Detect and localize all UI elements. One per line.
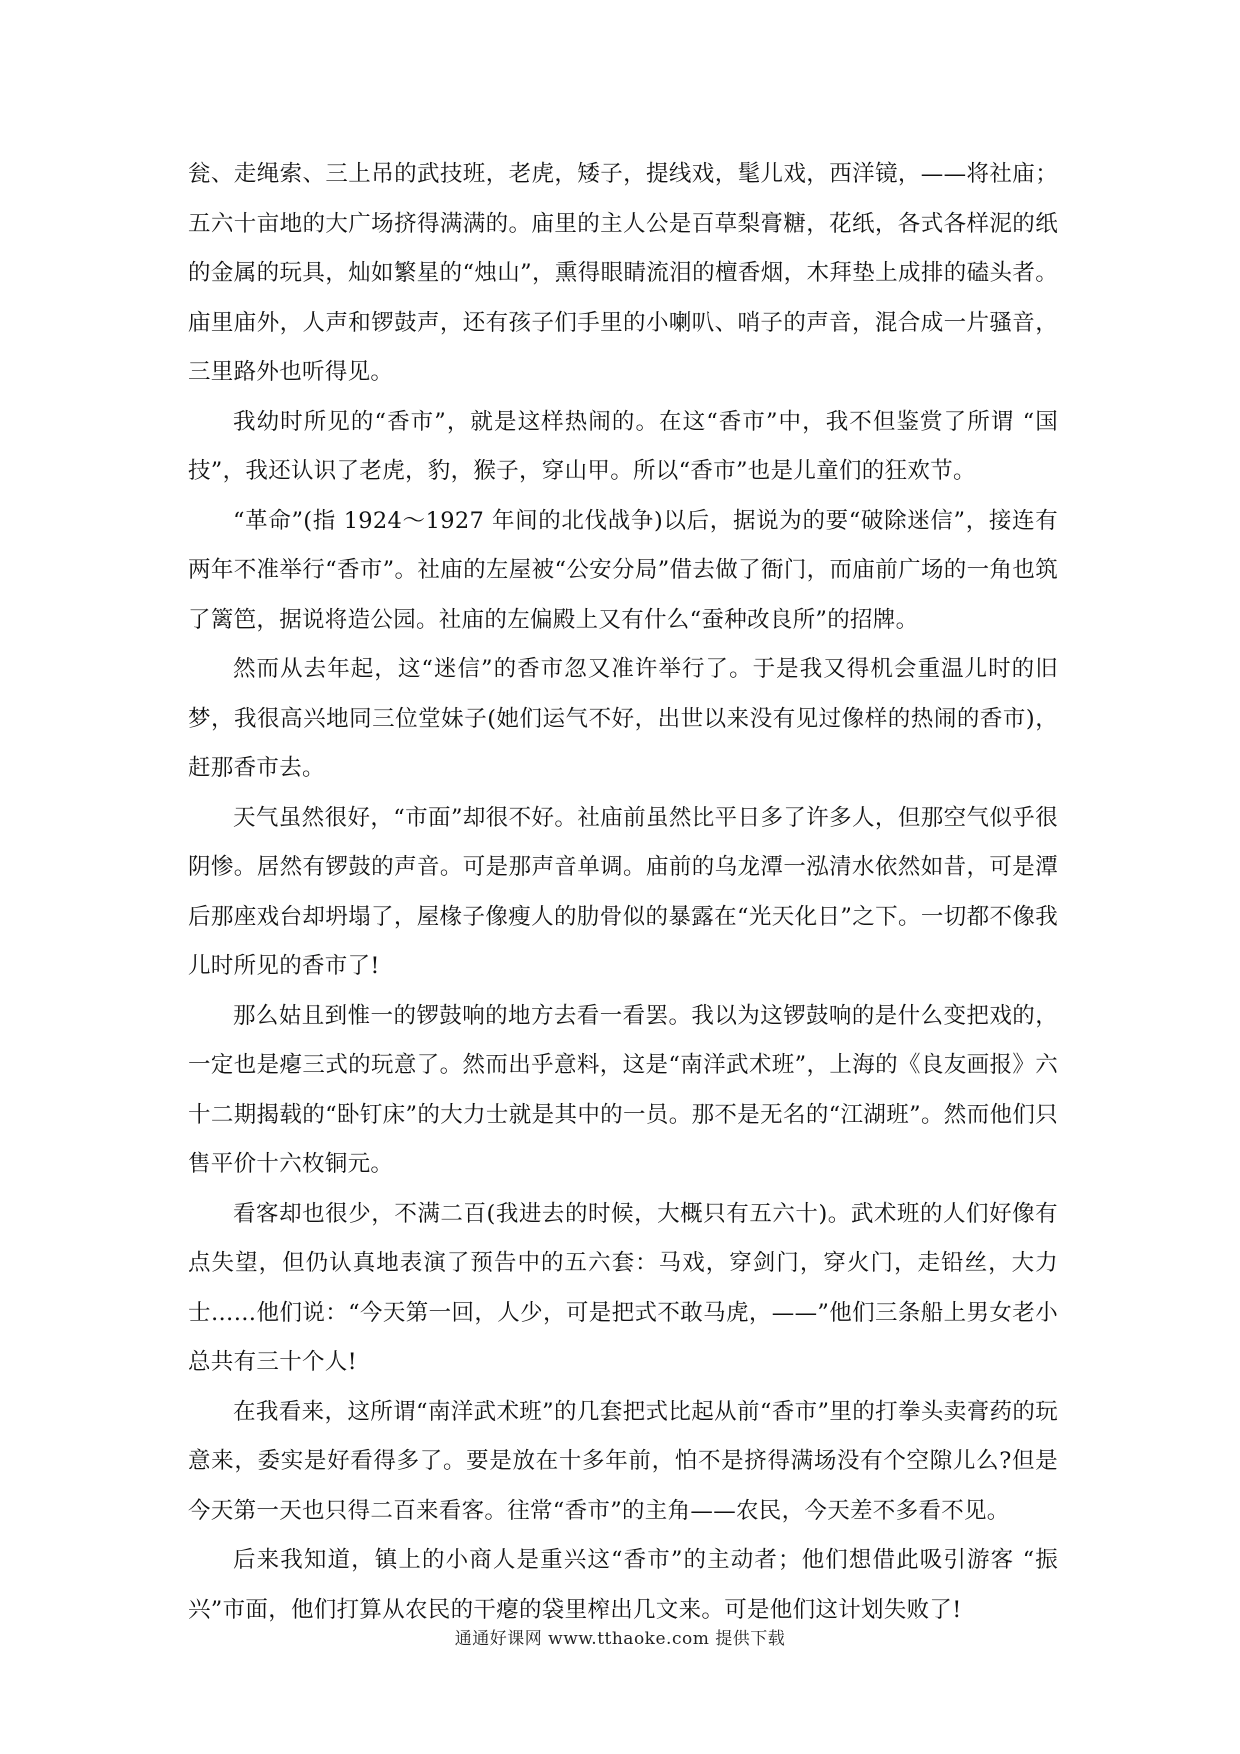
paragraph-continuation: 瓮、走绳索、三上吊的武技班，老虎，矮子，提线戏，髦儿戏，西洋镜，——将社庙；五六十亩地的大广场挤得满满的。庙里的主人公是百草梨膏糖，花纸，各式各样泥的纸的金属的玩具，灿如繁星的“烛山”，熏得眼睛流泪的檀香烟，木拜垫上成排的磕头者。庙里庙外，人声和锣鼓声，还有孩子们手里的小喇叭、哨子的声音，混合成一片骚音，三里路外也听得见。 [188,161,1058,385]
paragraph: 天气虽然很好，“市面”却很不好。社庙前虽然比平日多了许多人，但那空气似乎很阴惨。居然有锣鼓的声音。可是那声音单调。庙前的乌龙潭一泓清水依然如昔，可是潭后那座戏台却坍塌了，屋椽子像瘦人的肋骨似的暴露在“光天化日”之下。一切都不像我儿时所见的香市了! [188,804,1058,979]
paragraph: 在我看来，这所谓“南洋武术班”的几套把式比起从前“香市”里的打拳头卖膏药的玩意来，委实是好看得多了。要是放在十多年前，怕不是挤得满场没有个空隙儿么?但是今天第一天也只得二百来看客。往常“香市”的主角——农民，今天差不多看不见。 [188,1398,1058,1524]
paragraph: “革命”(指 1924～1927 年间的北伐战争)以后，据说为的要“破除迷信”，接连有两年不准举行“香市”。社庙的左屋被“公安分局”借去做了衙门，而庙前广场的一角也筑了篱笆，据说将造公园。社庙的左偏殿上又有什么“蚕种改良所”的招牌。 [188,507,1058,633]
article-body [188,150,1058,1635]
paragraph: 看客却也很少，不满二百(我进去的时候，大概只有五六十)。武术班的人们好像有点失望，但仍认真地表演了预告中的五六套：马戏，穿剑门，穿火门，走铅丝，大力士……他们说：“今天第一回，人少，可是把式不敢马虎，——”他们三条船上男女老小总共有三十个人! [188,1200,1058,1375]
page-footer: 通通好课网 www.tthaoke.com 提供下载 [454,1629,786,1649]
paragraph: 我幼时所见的“香市”，就是这样热闹的。在这“香市”中，我不但鉴赏了所谓 “国技”，我还认识了老虎，豹，猴子，穿山甲。所以“香市”也是儿童们的狂欢节。 [188,408,1058,484]
paragraph: 后来我知道，镇上的小商人是重兴这“香市”的主动者；他们想借此吸引游客 “振兴”市面，他们打算从农民的干瘪的袋里榨出几文来。可是他们这计划失败了! [188,1547,1058,1623]
paragraph: 然而从去年起，这“迷信”的香市忽又准许举行了。于是我又得机会重温儿时的旧梦，我很高兴地同三位堂妹子(她们运气不好，出世以来没有见过像样的热闹的香市)，赶那香市去。 [188,656,1058,781]
paragraph: 那么姑且到惟一的锣鼓响的地方去看一看罢。我以为这锣鼓响的是什么变把戏的，一定也是瘪三式的玩意了。然而出乎意料，这是“南洋武术班”，上海的《良友画报》六十二期揭载的“卧钉床”的大力士就是其中的一员。那不是无名的“江湖班”。然而他们只售平价十六枚铜元。 [188,1002,1058,1177]
